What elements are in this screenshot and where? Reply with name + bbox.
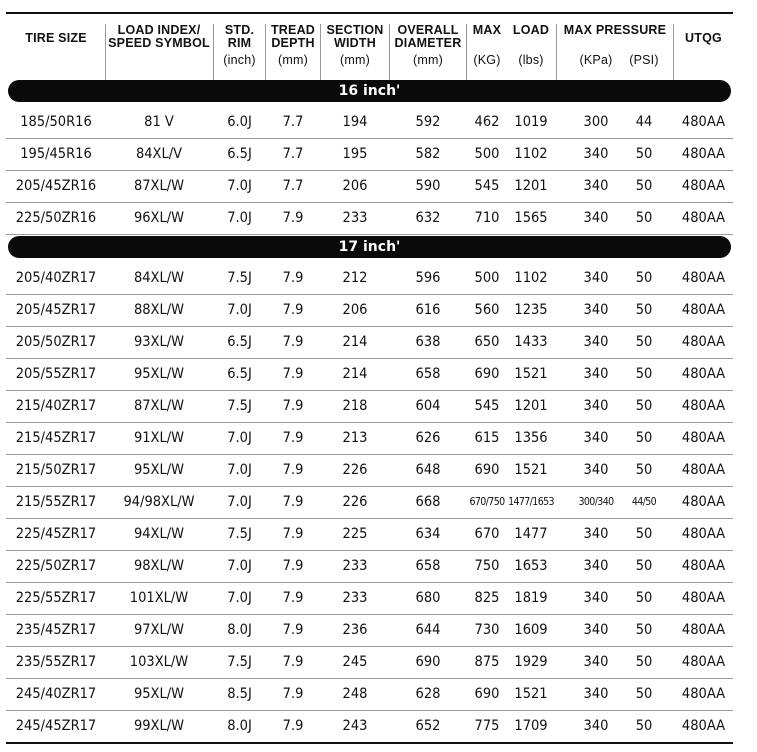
section-band: 17 inch': [8, 236, 731, 258]
cell-max-load-kg: 500: [474, 146, 500, 162]
cell-max-pressure-kpa: 340: [583, 398, 609, 414]
table-row: [6, 486, 733, 519]
col-header-tread-depth: [266, 24, 320, 67]
col-header-section-width: [321, 24, 389, 67]
cell-overall-diameter: 658: [415, 366, 441, 382]
cell-utqg: 480AA: [681, 622, 726, 638]
col-header-load-index-line2: SPEED SYMBOL: [108, 36, 210, 50]
cell-max-load-lbs: 1201: [514, 178, 548, 194]
cell-section-width: 226: [342, 462, 368, 478]
cell-tire-size: 225/55ZR17: [15, 590, 97, 606]
cell-overall-diameter: 644: [415, 622, 441, 638]
cell-std-rim: 6.5J: [227, 334, 252, 350]
cell-section-width: 225: [342, 526, 368, 542]
cell-utqg: 480AA: [681, 114, 726, 130]
cell-max-load-lbs: 1565: [514, 210, 548, 226]
cell-std-rim: 7.0J: [227, 178, 252, 194]
cell-tire-size: 245/45ZR17: [15, 718, 97, 734]
cell-utqg: 480AA: [681, 366, 726, 382]
table-row: [6, 614, 733, 647]
cell-tire-size: 205/40ZR17: [15, 270, 97, 286]
table-row: [6, 138, 733, 171]
cell-max-pressure-kpa: 340: [583, 334, 609, 350]
cell-max-pressure-psi: 50: [635, 334, 653, 350]
cell-utqg: 480AA: [681, 398, 726, 414]
cell-tread-depth: 7.9: [282, 210, 304, 226]
cell-std-rim: 6.5J: [227, 146, 252, 162]
cell-std-rim: 7.0J: [227, 590, 252, 606]
col-header-tire-size: TIRE SIZE: [25, 31, 87, 45]
cell-tire-size: 215/50ZR17: [15, 462, 97, 478]
cell-load-index: 101XL/W: [129, 590, 189, 606]
cell-tire-size: 215/45ZR17: [15, 430, 97, 446]
cell-max-load-kg: 650: [474, 334, 500, 350]
cell-utqg: 480AA: [681, 430, 726, 446]
table-top-rule: [6, 12, 733, 14]
cell-max-pressure-kpa: 340: [583, 622, 609, 638]
cell-utqg: 480AA: [681, 718, 726, 734]
cell-max-load-lbs: 1477/1653: [508, 496, 554, 508]
table-row: [6, 678, 733, 711]
cell-load-index: 95XL/W: [133, 686, 185, 702]
cell-max-load-lbs: 1102: [514, 270, 548, 286]
cell-max-pressure-kpa: 340: [583, 430, 609, 446]
cell-load-index: 91XL/W: [133, 430, 185, 446]
cell-max-pressure-kpa: 340: [583, 210, 609, 226]
cell-tire-size: 185/50R16: [20, 114, 92, 130]
cell-section-width: 206: [342, 178, 368, 194]
cell-max-pressure-psi: 50: [635, 398, 653, 414]
col-header-max: MAX: [472, 23, 502, 37]
cell-utqg: 480AA: [681, 686, 726, 702]
cell-tire-size: 205/45ZR16: [15, 178, 97, 194]
table-row: [6, 454, 733, 487]
cell-section-width: 245: [342, 654, 368, 670]
table-row: [6, 710, 733, 742]
cell-max-load-lbs: 1102: [514, 146, 548, 162]
table-row: [6, 262, 733, 295]
cell-overall-diameter: 680: [415, 590, 441, 606]
table-bottom-rule: [6, 742, 733, 744]
table-row: [6, 550, 733, 583]
cell-max-load-kg: 545: [474, 178, 500, 194]
cell-std-rim: 7.0J: [227, 558, 252, 574]
cell-tire-size: 225/45ZR17: [15, 526, 97, 542]
cell-overall-diameter: 628: [415, 686, 441, 702]
cell-max-load-lbs: 1819: [514, 590, 548, 606]
cell-tire-size: 195/45R16: [20, 146, 92, 162]
cell-max-pressure-kpa: 340: [583, 526, 609, 542]
cell-tread-depth: 7.9: [282, 558, 304, 574]
col-header-kpa-unit: (KPa): [579, 53, 613, 67]
table-row: [6, 326, 733, 359]
cell-section-width: 243: [342, 718, 368, 734]
col-header-lbs-unit: (lbs): [518, 53, 544, 67]
col-header-overall-line1: OVERALL: [397, 23, 459, 37]
cell-utqg: 480AA: [681, 334, 726, 350]
cell-utqg: 480AA: [681, 526, 726, 542]
cell-overall-diameter: 652: [415, 718, 441, 734]
cell-std-rim: 6.5J: [227, 366, 252, 382]
col-header-tread-line1: TREAD: [270, 23, 316, 37]
cell-load-index: 95XL/W: [133, 366, 185, 382]
cell-max-pressure-kpa: 300/340: [578, 496, 614, 508]
col-header-tread-line2: DEPTH: [271, 36, 315, 50]
cell-max-load-lbs: 1433: [514, 334, 548, 350]
col-header-section-line1: SECTION: [326, 23, 384, 37]
col-header-psi-unit: (PSI): [629, 53, 659, 67]
col-header-rim: [214, 24, 265, 67]
cell-tread-depth: 7.9: [282, 366, 304, 382]
cell-max-load-lbs: 1521: [514, 462, 548, 478]
cell-load-index: 84XL/W: [133, 270, 185, 286]
cell-max-load-kg: 560: [474, 302, 500, 318]
cell-overall-diameter: 638: [415, 334, 441, 350]
cell-overall-diameter: 596: [415, 270, 441, 286]
cell-max-pressure-psi: 50: [635, 430, 653, 446]
cell-max-load-lbs: 1929: [514, 654, 548, 670]
cell-utqg: 480AA: [681, 302, 726, 318]
cell-overall-diameter: 632: [415, 210, 441, 226]
table-row: [6, 202, 733, 235]
cell-std-rim: 7.5J: [227, 526, 252, 542]
cell-section-width: 212: [342, 270, 368, 286]
cell-section-width: 194: [342, 114, 368, 130]
cell-section-width: 206: [342, 302, 368, 318]
cell-max-load-kg: 750: [474, 558, 500, 574]
cell-tire-size: 225/50ZR17: [15, 558, 97, 574]
cell-max-pressure-kpa: 340: [583, 366, 609, 382]
cell-tread-depth: 7.9: [282, 654, 304, 670]
cell-max-pressure-kpa: 300: [583, 114, 609, 130]
cell-max-pressure-kpa: 340: [583, 686, 609, 702]
table-row: [6, 646, 733, 679]
cell-load-index: 103XL/W: [129, 654, 189, 670]
cell-max-load-lbs: 1356: [514, 430, 548, 446]
table-row: [6, 582, 733, 615]
cell-overall-diameter: 616: [415, 302, 441, 318]
cell-std-rim: 8.0J: [227, 622, 252, 638]
col-header-utqg: UTQG: [685, 31, 722, 45]
cell-section-width: 248: [342, 686, 368, 702]
col-header-section-line2: WIDTH: [334, 36, 376, 50]
cell-tread-depth: 7.9: [282, 302, 304, 318]
cell-max-pressure-psi: 50: [635, 558, 653, 574]
cell-load-index: 87XL/W: [133, 398, 185, 414]
cell-tread-depth: 7.9: [282, 622, 304, 638]
cell-std-rim: 7.0J: [227, 462, 252, 478]
cell-utqg: 480AA: [681, 270, 726, 286]
cell-tread-depth: 7.9: [282, 430, 304, 446]
col-header-max-pressure-label: MAX PRESSURE: [563, 23, 667, 37]
col-header-kg-unit: (KG): [473, 53, 501, 67]
cell-utqg: 480AA: [681, 558, 726, 574]
cell-max-pressure-kpa: 340: [583, 270, 609, 286]
cell-max-load-kg: 825: [474, 590, 500, 606]
table-row: [6, 390, 733, 423]
cell-max-pressure-psi: 50: [635, 654, 653, 670]
col-header-tread-unit: (mm): [278, 53, 308, 67]
cell-tread-depth: 7.9: [282, 462, 304, 478]
cell-max-pressure-psi: 50: [635, 366, 653, 382]
cell-section-width: 236: [342, 622, 368, 638]
table-row: [6, 294, 733, 327]
cell-utqg: 480AA: [681, 178, 726, 194]
cell-max-load-kg: 730: [474, 622, 500, 638]
cell-max-load-kg: 690: [474, 462, 500, 478]
cell-max-pressure-psi: 50: [635, 718, 653, 734]
cell-max-load-kg: 500: [474, 270, 500, 286]
cell-utqg: 480AA: [681, 590, 726, 606]
cell-max-pressure-kpa: 340: [583, 590, 609, 606]
col-header-load-lbs: [507, 24, 555, 67]
cell-std-rim: 8.5J: [227, 686, 252, 702]
table-row: [6, 106, 733, 139]
cell-max-load-kg: 545: [474, 398, 500, 414]
cell-max-load-kg: 670/750: [469, 496, 505, 508]
cell-max-load-lbs: 1477: [514, 526, 548, 542]
cell-max-load-lbs: 1521: [514, 686, 548, 702]
cell-load-index: 93XL/W: [133, 334, 185, 350]
section-band: 16 inch': [8, 80, 731, 102]
cell-overall-diameter: 582: [415, 146, 441, 162]
cell-std-rim: 7.0J: [227, 494, 252, 510]
col-header-max-kg: [467, 24, 507, 67]
cell-max-load-lbs: 1609: [514, 622, 548, 638]
cell-max-load-lbs: 1019: [514, 114, 548, 130]
cell-tire-size: 245/40ZR17: [15, 686, 97, 702]
cell-std-rim: 7.5J: [227, 398, 252, 414]
cell-tread-depth: 7.9: [282, 590, 304, 606]
cell-max-pressure-psi: 50: [635, 210, 653, 226]
cell-tire-size: 235/45ZR17: [15, 622, 97, 638]
cell-utqg: 480AA: [681, 210, 726, 226]
cell-max-load-kg: 615: [474, 430, 500, 446]
cell-max-pressure-kpa: 340: [583, 654, 609, 670]
cell-max-pressure-psi: 50: [635, 462, 653, 478]
cell-max-pressure-psi: 50: [635, 302, 653, 318]
cell-section-width: 195: [342, 146, 368, 162]
cell-tread-depth: 7.9: [282, 526, 304, 542]
cell-utqg: 480AA: [681, 654, 726, 670]
col-header-rim-unit: (inch): [223, 53, 256, 67]
cell-overall-diameter: 604: [415, 398, 441, 414]
cell-overall-diameter: 634: [415, 526, 441, 542]
cell-section-width: 214: [342, 366, 368, 382]
cell-tire-size: 215/40ZR17: [15, 398, 97, 414]
col-header-section-unit: (mm): [340, 53, 370, 67]
cell-std-rim: 7.5J: [227, 270, 252, 286]
cell-std-rim: 6.0J: [227, 114, 252, 130]
cell-max-load-lbs: 1709: [514, 718, 548, 734]
cell-load-index: 88XL/W: [133, 302, 185, 318]
cell-tire-size: 225/50ZR16: [15, 210, 97, 226]
cell-tire-size: 205/50ZR17: [15, 334, 97, 350]
cell-section-width: 213: [342, 430, 368, 446]
cell-max-pressure-psi: 44: [635, 114, 653, 130]
cell-max-pressure-psi: 50: [635, 686, 653, 702]
table-header: [6, 24, 733, 86]
cell-max-pressure-psi: 50: [635, 178, 653, 194]
cell-section-width: 233: [342, 210, 368, 226]
cell-max-load-kg: 875: [474, 654, 500, 670]
cell-load-index: 84XL/V: [135, 146, 183, 162]
cell-load-index: 98XL/W: [133, 558, 185, 574]
cell-tread-depth: 7.9: [282, 334, 304, 350]
cell-overall-diameter: 658: [415, 558, 441, 574]
cell-max-pressure-psi: 50: [635, 590, 653, 606]
cell-tread-depth: 7.7: [282, 146, 304, 162]
cell-tire-size: 205/45ZR17: [15, 302, 97, 318]
table-row: [6, 358, 733, 391]
cell-max-load-kg: 462: [474, 114, 500, 130]
cell-tread-depth: 7.9: [282, 718, 304, 734]
cell-max-pressure-psi: 50: [635, 622, 653, 638]
col-header-rim-line2: RIM: [227, 36, 252, 50]
cell-utqg: 480AA: [681, 494, 726, 510]
cell-load-index: 95XL/W: [133, 462, 185, 478]
col-header-overall-line2: DIAMETER: [394, 36, 462, 50]
cell-std-rim: 7.0J: [227, 302, 252, 318]
table-row: [6, 422, 733, 455]
cell-max-pressure-kpa: 340: [583, 718, 609, 734]
cell-load-index: 96XL/W: [133, 210, 185, 226]
cell-section-width: 214: [342, 334, 368, 350]
cell-max-load-kg: 775: [474, 718, 500, 734]
cell-section-width: 233: [342, 558, 368, 574]
cell-tire-size: 235/55ZR17: [15, 654, 97, 670]
col-header-load-index-line1: LOAD INDEX/: [117, 23, 201, 37]
table-row: [6, 518, 733, 551]
cell-tread-depth: 7.9: [282, 686, 304, 702]
cell-overall-diameter: 668: [415, 494, 441, 510]
cell-max-pressure-kpa: 340: [583, 558, 609, 574]
cell-load-index: 81 V: [144, 114, 174, 130]
col-header-load-index: [106, 24, 212, 50]
cell-max-load-lbs: 1653: [514, 558, 548, 574]
cell-tread-depth: 7.9: [282, 398, 304, 414]
cell-max-pressure-kpa: 340: [583, 462, 609, 478]
cell-std-rim: 8.0J: [227, 718, 252, 734]
cell-load-index: 87XL/W: [133, 178, 185, 194]
cell-max-load-kg: 710: [474, 210, 500, 226]
cell-max-load-lbs: 1521: [514, 366, 548, 382]
cell-section-width: 226: [342, 494, 368, 510]
col-header-max-pressure: [557, 24, 673, 37]
cell-load-index: 94XL/W: [133, 526, 185, 542]
cell-max-pressure-kpa: 340: [583, 302, 609, 318]
cell-tread-depth: 7.7: [282, 114, 304, 130]
cell-utqg: 480AA: [681, 462, 726, 478]
table-row: [6, 170, 733, 203]
cell-overall-diameter: 626: [415, 430, 441, 446]
col-header-overall-unit: (mm): [413, 53, 443, 67]
cell-overall-diameter: 690: [415, 654, 441, 670]
cell-load-index: 97XL/W: [133, 622, 185, 638]
cell-tire-size: 205/55ZR17: [15, 366, 97, 382]
cell-std-rim: 7.0J: [227, 210, 252, 226]
col-header-rim-line1: STD.: [224, 23, 255, 37]
cell-max-pressure-kpa: 340: [583, 178, 609, 194]
cell-std-rim: 7.0J: [227, 430, 252, 446]
col-header-overall-diameter: [390, 24, 466, 67]
cell-overall-diameter: 590: [415, 178, 441, 194]
cell-section-width: 218: [342, 398, 368, 414]
cell-tread-depth: 7.7: [282, 178, 304, 194]
col-header-load: LOAD: [512, 23, 550, 37]
cell-overall-diameter: 648: [415, 462, 441, 478]
cell-tire-size: 215/55ZR17: [15, 494, 97, 510]
cell-max-load-kg: 670: [474, 526, 500, 542]
cell-max-pressure-kpa: 340: [583, 146, 609, 162]
cell-section-width: 233: [342, 590, 368, 606]
cell-max-load-kg: 690: [474, 366, 500, 382]
cell-utqg: 480AA: [681, 146, 726, 162]
cell-tread-depth: 7.9: [282, 270, 304, 286]
cell-tread-depth: 7.9: [282, 494, 304, 510]
cell-max-load-lbs: 1235: [514, 302, 548, 318]
cell-max-pressure-psi: 50: [635, 526, 653, 542]
cell-max-pressure-psi: 50: [635, 270, 653, 286]
cell-max-load-kg: 690: [474, 686, 500, 702]
cell-max-pressure-psi: 44/50: [631, 496, 657, 508]
cell-load-index: 99XL/W: [133, 718, 185, 734]
cell-load-index: 94/98XL/W: [123, 494, 195, 510]
cell-max-pressure-psi: 50: [635, 146, 653, 162]
cell-max-load-lbs: 1201: [514, 398, 548, 414]
cell-overall-diameter: 592: [415, 114, 441, 130]
cell-std-rim: 7.5J: [227, 654, 252, 670]
